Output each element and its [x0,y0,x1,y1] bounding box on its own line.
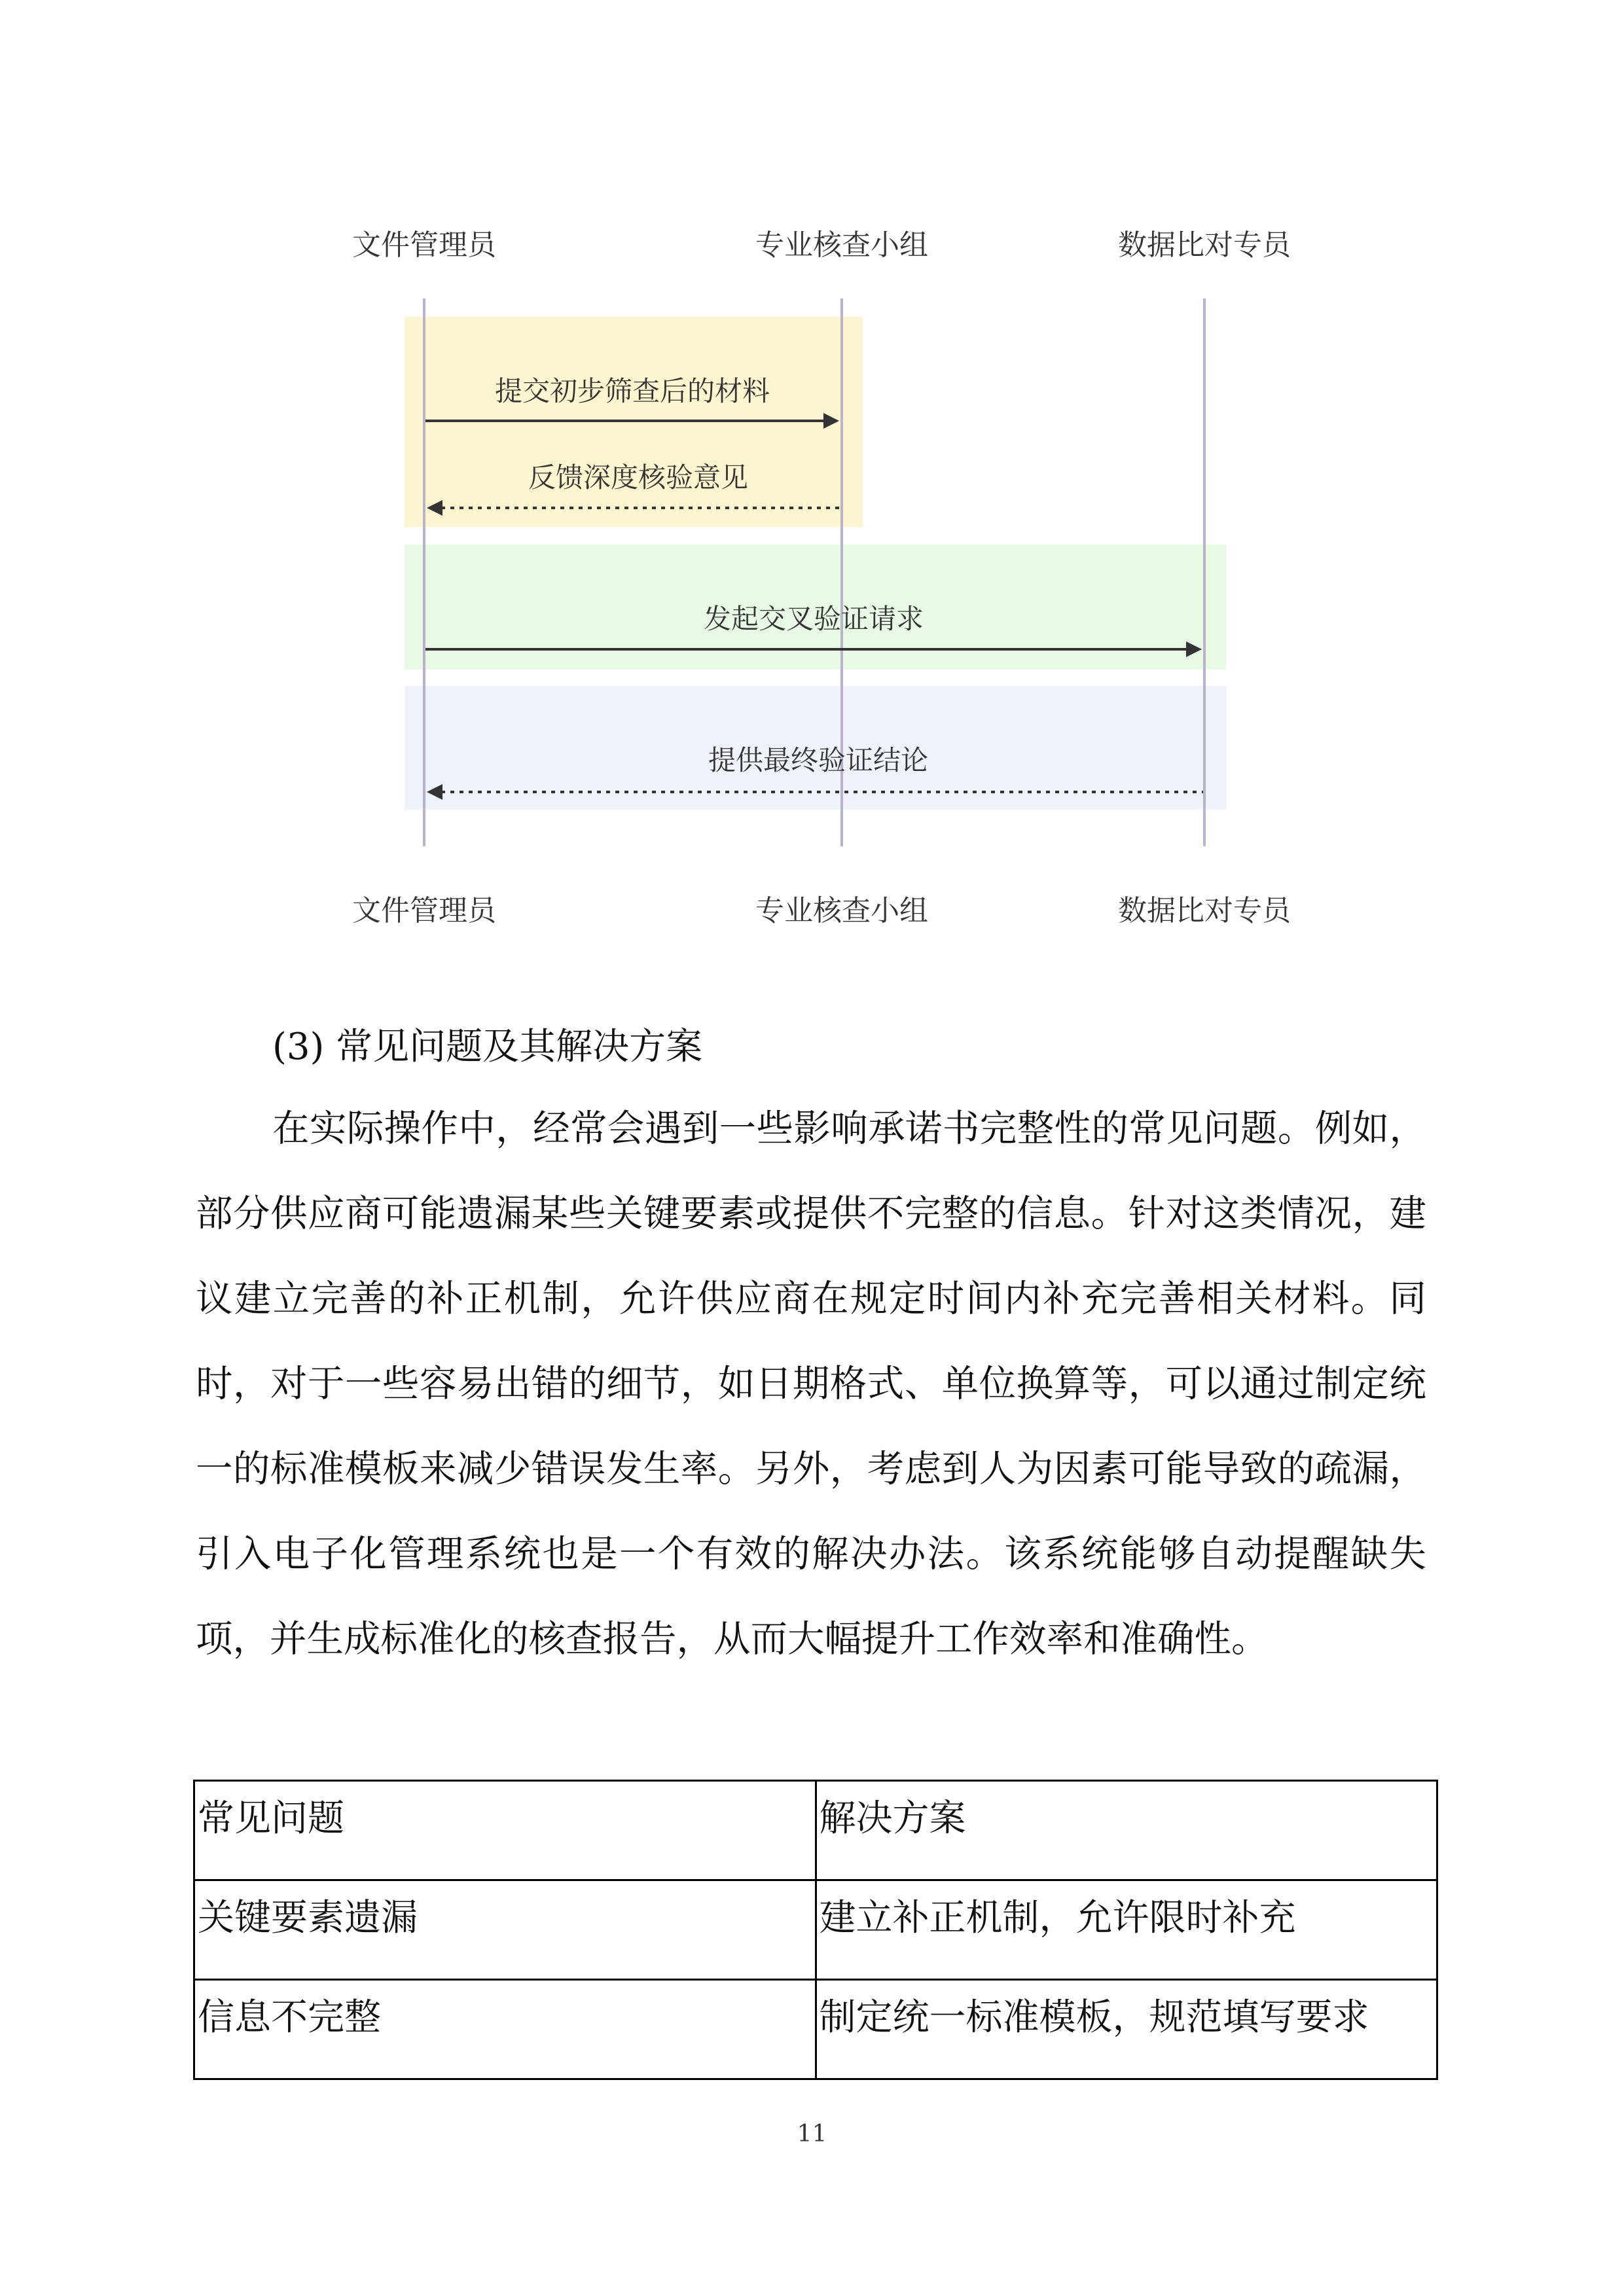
table-cell: 关键要素遗漏 [194,1880,816,1980]
actor-bottom-data-specialist: 数据比对专员 [1118,894,1291,927]
message-label-1: 提交初步筛查后的材料 [494,375,770,407]
message-label-3: 发起交叉验证请求 [703,603,924,635]
section-heading: (3) 常见问题及其解决方案 [272,1026,703,1068]
actor-bottom-review-team: 专业核查小组 [755,894,928,927]
table-header-cell: 解决方案 [816,1781,1437,1880]
page-number: 11 [797,2121,827,2147]
problems-table [193,1780,1438,2080]
message-label-2: 反馈深度核验意见 [528,461,749,493]
arrow-4 [427,784,1203,800]
actor-top-file-manager: 文件管理员 [352,228,496,262]
actor-top-review-team: 专业核查小组 [755,228,928,262]
arrow-1 [425,413,839,429]
message-arrows [0,0,1624,916]
table-cell: 建立补正机制，允许限时补充 [816,1880,1437,1980]
arrow-2 [427,500,840,516]
actor-top-data-specialist: 数据比对专员 [1118,228,1291,262]
table-header-row [194,1781,1437,1880]
actor-bottom-file-manager: 文件管理员 [352,894,496,927]
table-row [194,1980,1437,2079]
table-cell: 信息不完整 [194,1980,816,2079]
table-cell: 制定统一标准模板，规范填写要求 [816,1980,1437,2079]
body-paragraph: 在实际操作中，经常会遇到一些影响承诺书完整性的常见问题。例如，部分供应商可能遗漏某些关键要素或提供不完整的信息。针对这类情况，建议建立完善的补正机制，允许供应商在规定时间内补充完善相关材料。同时，对于一些容易出错的细节，如日期格式、单位换算等，可以通过制定统一的标准模板来减少错误发生率。另外，考虑到人为因素可能导致的疏漏，引入电子化管理系统也是一个有效的解决办法。该系统能够自动提醒缺失项，并生成标准化的核查报告，从而大幅提升工作效率和准确性。 [196,1107,1426,1660]
arrow-3 [425,641,1202,657]
table-header-cell: 常见问题 [194,1781,816,1880]
message-label-4: 提供最终验证结论 [708,744,929,776]
table-row [194,1880,1437,1980]
